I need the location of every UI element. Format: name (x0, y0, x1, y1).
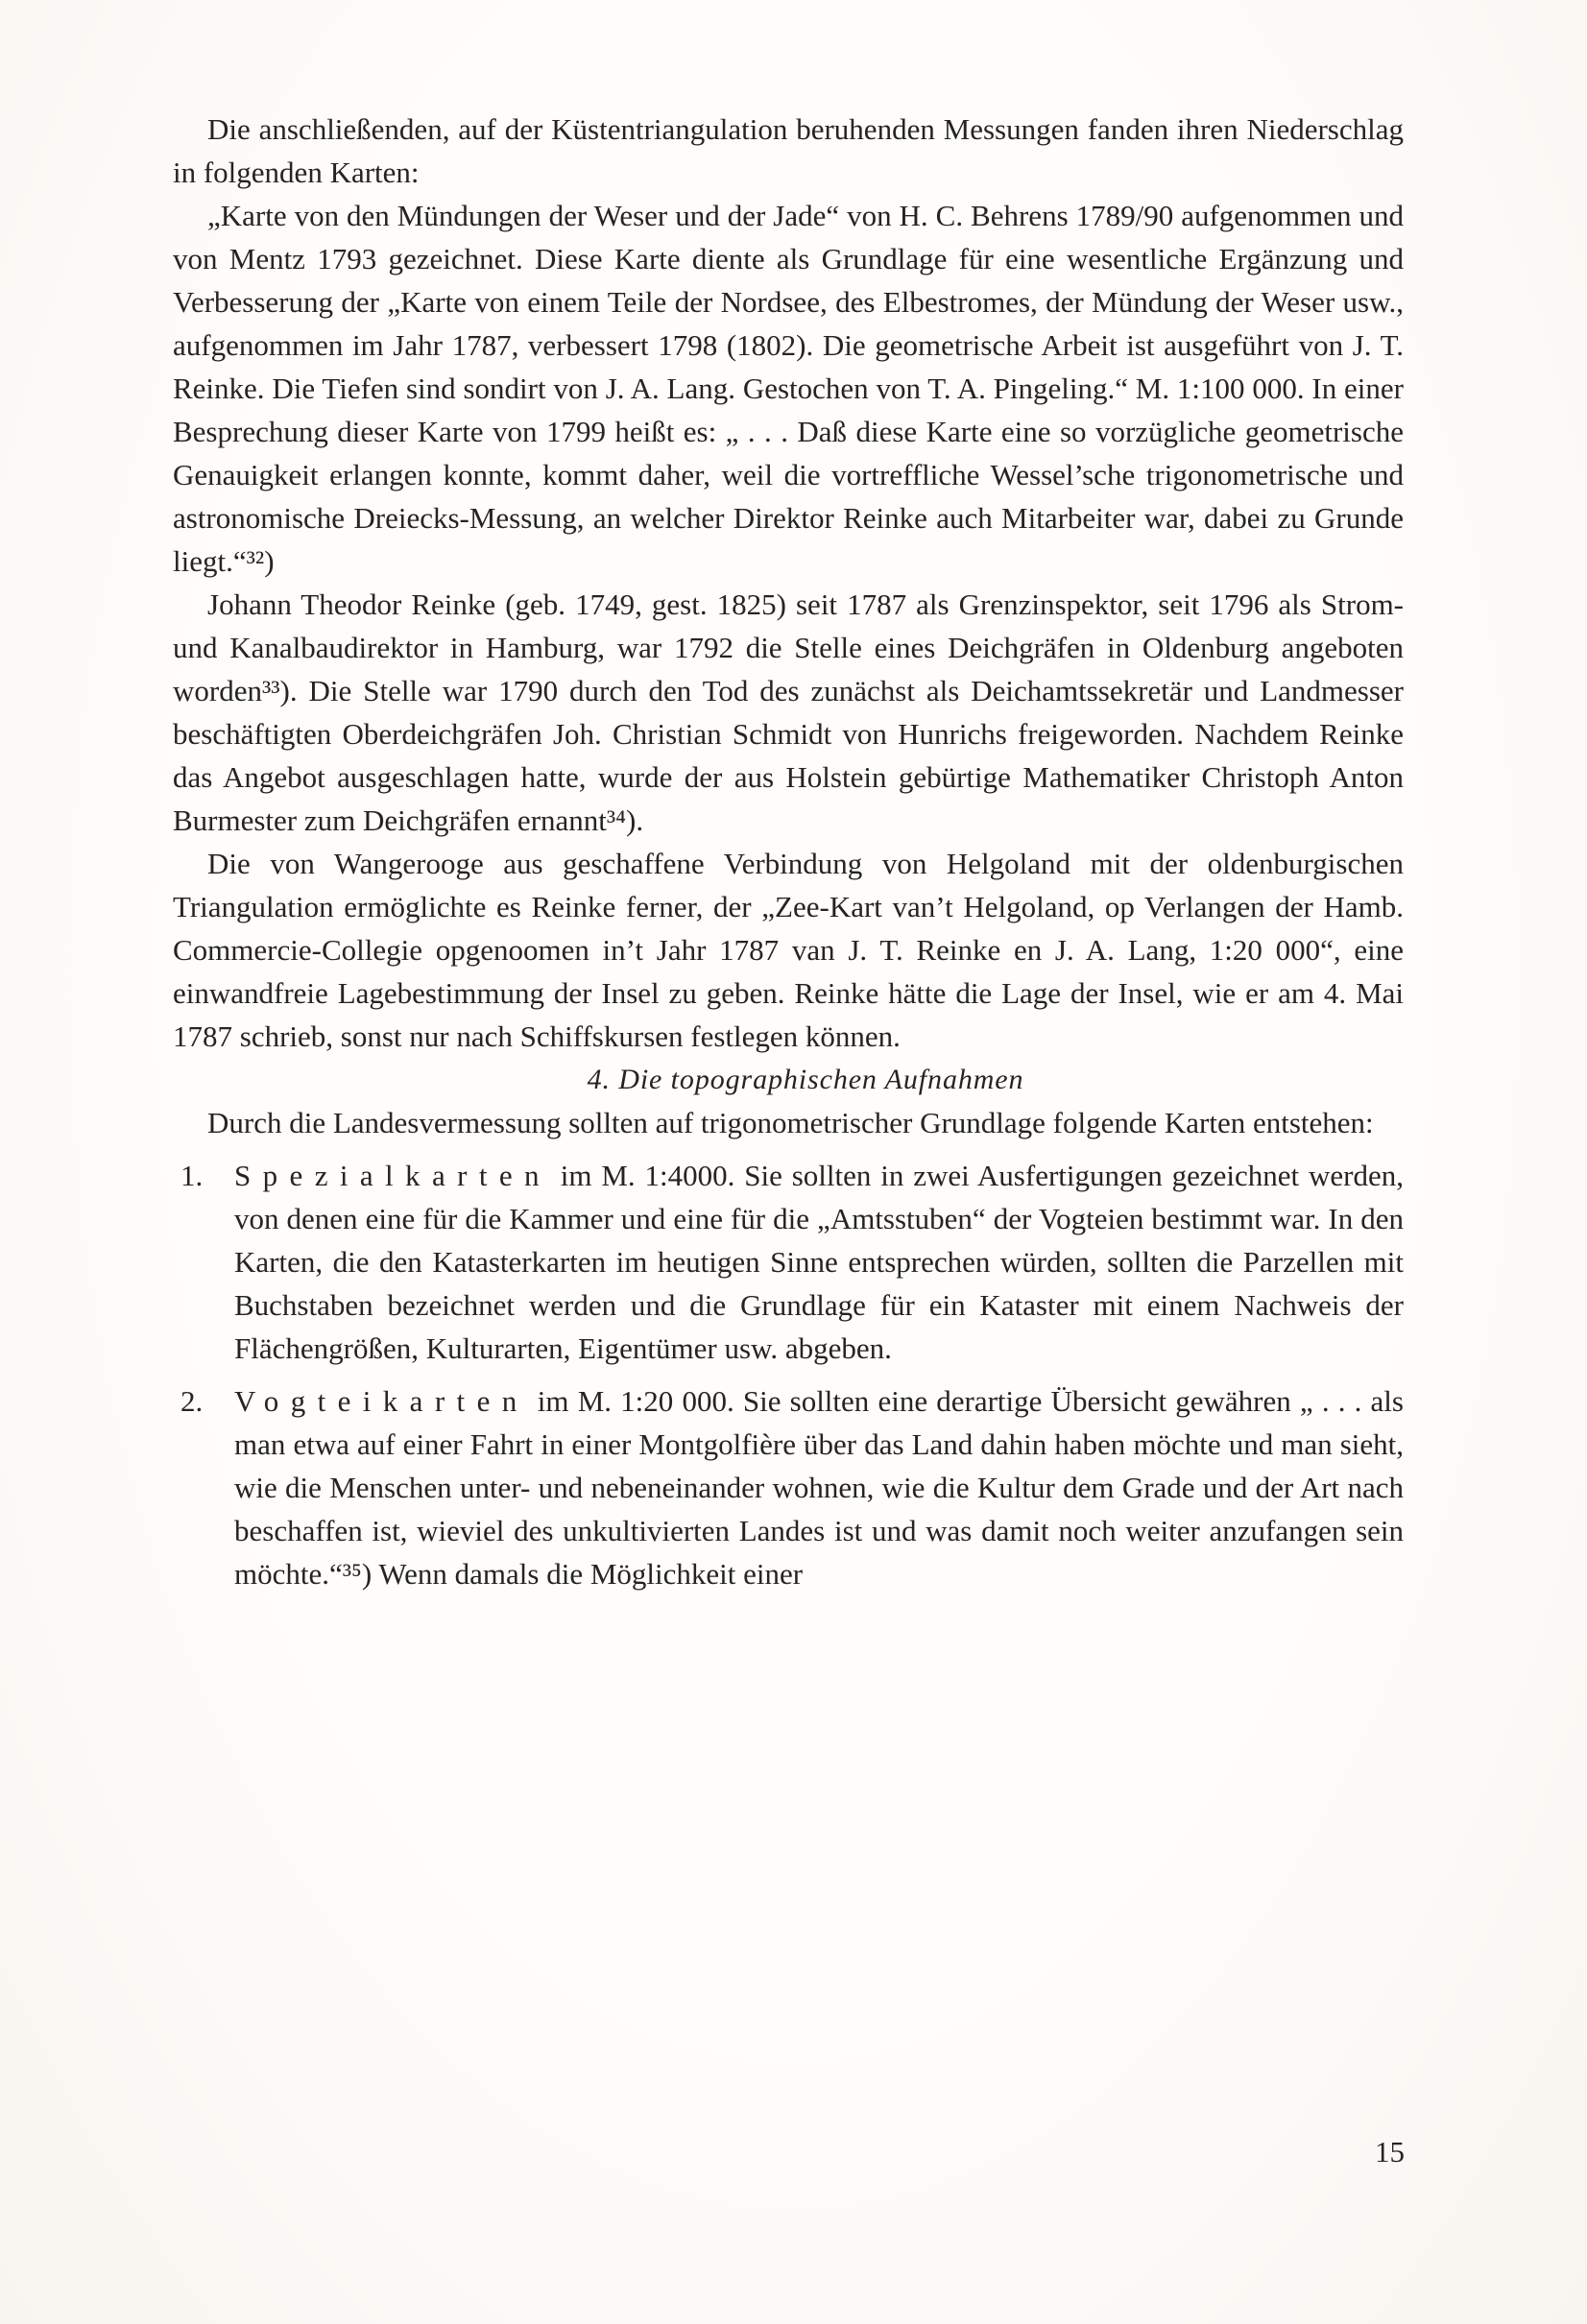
list-item-marker: 2. (180, 1384, 204, 1418)
list-item (173, 1154, 1404, 1370)
paragraph: Die anschließenden, auf der Küstentriangulation beruhenden Messungen fanden ihren Niederschlag in folgenden Karten: (173, 112, 1404, 189)
list-item (173, 1379, 1404, 1595)
text-block (173, 108, 1404, 1595)
list-item-text: im M. 1:4000. Sie sollten in zwei Ausfertigungen gezeichnet werden, von denen eine für die Kammer und eine für die „Amtsstuben“ der Vogteien bestimmt war. In den Karten, die den Katasterkarten im heutigen Sinne entsprechen würden, sollten die Parzellen mit Buchstaben bezeichnet werden und die Grundlage für ein Kataster mit einem Nachweis der Flächengrößen, Kulturarten, Eigentümer usw. abgeben. (234, 1159, 1404, 1365)
list-item-lead: Vogteikarten (234, 1384, 529, 1418)
list-item-marker: 1. (180, 1159, 204, 1192)
list-item-lead: Spezialkarten (234, 1159, 551, 1192)
intro-paragraph: Durch die Landesvermessung sollten auf trigonometrischer Grundlage folgende Karten entstehen: (207, 1106, 1374, 1139)
paragraph: Johann Theodor Reinke (geb. 1749, gest. 1825) seit 1787 als Grenzinspektor, seit 1796 als Strom- und Kanalbaudirektor in Hamburg, war 1792 die Stelle eines Deichgräfen in Oldenburg angeboten worden³³). Die Stelle war 1790 durch den Tod des zunächst als Deichamtssekretär und Landmesser beschäftigten Oberdeichgräfen Joh. Christian Schmidt von Hunrichs freigeworden. Nachdem Reinke das Angebot ausgeschlagen hatte, wurde der aus Holstein gebürtige Mathematiker Christoph Anton Burmester zum Deichgräfen ernannt³⁴). (173, 587, 1404, 837)
numbered-list (173, 1154, 1404, 1595)
page-number: 15 (1375, 2135, 1405, 2168)
paragraph: „Karte von den Mündungen der Weser und der Jade“ von H. C. Behrens 1789/90 aufgenommen und von Mentz 1793 gezeichnet. Diese Karte diente als Grundlage für eine wesentliche Ergänzung und Verbesserung der „Karte von einem Teile der Nordsee, des Elbestromes, der Mündung der Weser usw., aufgenommen im Jahr 1787, verbessert 1798 (1802). Die geometrische Arbeit ist ausgeführt von J. T. Reinke. Die Tiefen sind sondirt von J. A. Lang. Gestochen von T. A. Pingeling.“ M. 1:100 000. In einer Besprechung dieser Karte von 1799 heißt es: „ . . . Daß diese Karte eine so vorzügliche geometrische Genauigkeit erlangen konnte, kommt daher, weil die vortreffliche Wessel’sche trigonometrische und astronomische Dreiecks-Messung, an welcher Direktor Reinke auch Mitarbeiter war, dabei zu Grunde liegt.“³²) (173, 199, 1404, 578)
paragraph: Die von Wangerooge aus geschaffene Verbindung von Helgoland mit der oldenburgischen Triangulation ermöglichte es Reinke ferner, der „Zee-Kart van’t Helgoland, op Verlangen der Hamb. Commercie-Collegie opgenoomen in’t Jahr 1787 van J. T. Reinke en J. A. Lang, 1:20 000“, eine einwandfreie Lagebestimmung der Insel zu geben. Reinke hätte die Lage der Insel, wie er am 4. Mai 1787 schrieb, sonst nur nach Schiffskursen festlegen können. (173, 847, 1404, 1053)
section-heading: 4. Die topographischen Aufnahmen (587, 1064, 1024, 1095)
list-item-text: im M. 1:20 000. Sie sollten eine derartige Übersicht gewähren „ . . . als man etwa auf einer Fahrt in einer Montgolfière über das Land dahin haben möchte und man sieht, wie die Menschen unter- und nebeneinander wohnen, wie die Kultur dem Grade und der Art nach beschaffen ist, wieviel des unkultivierten Landes ist und was damit noch weiter anzufangen sein möchte.“³⁵) Wenn damals die Möglichkeit einer (234, 1384, 1404, 1591)
